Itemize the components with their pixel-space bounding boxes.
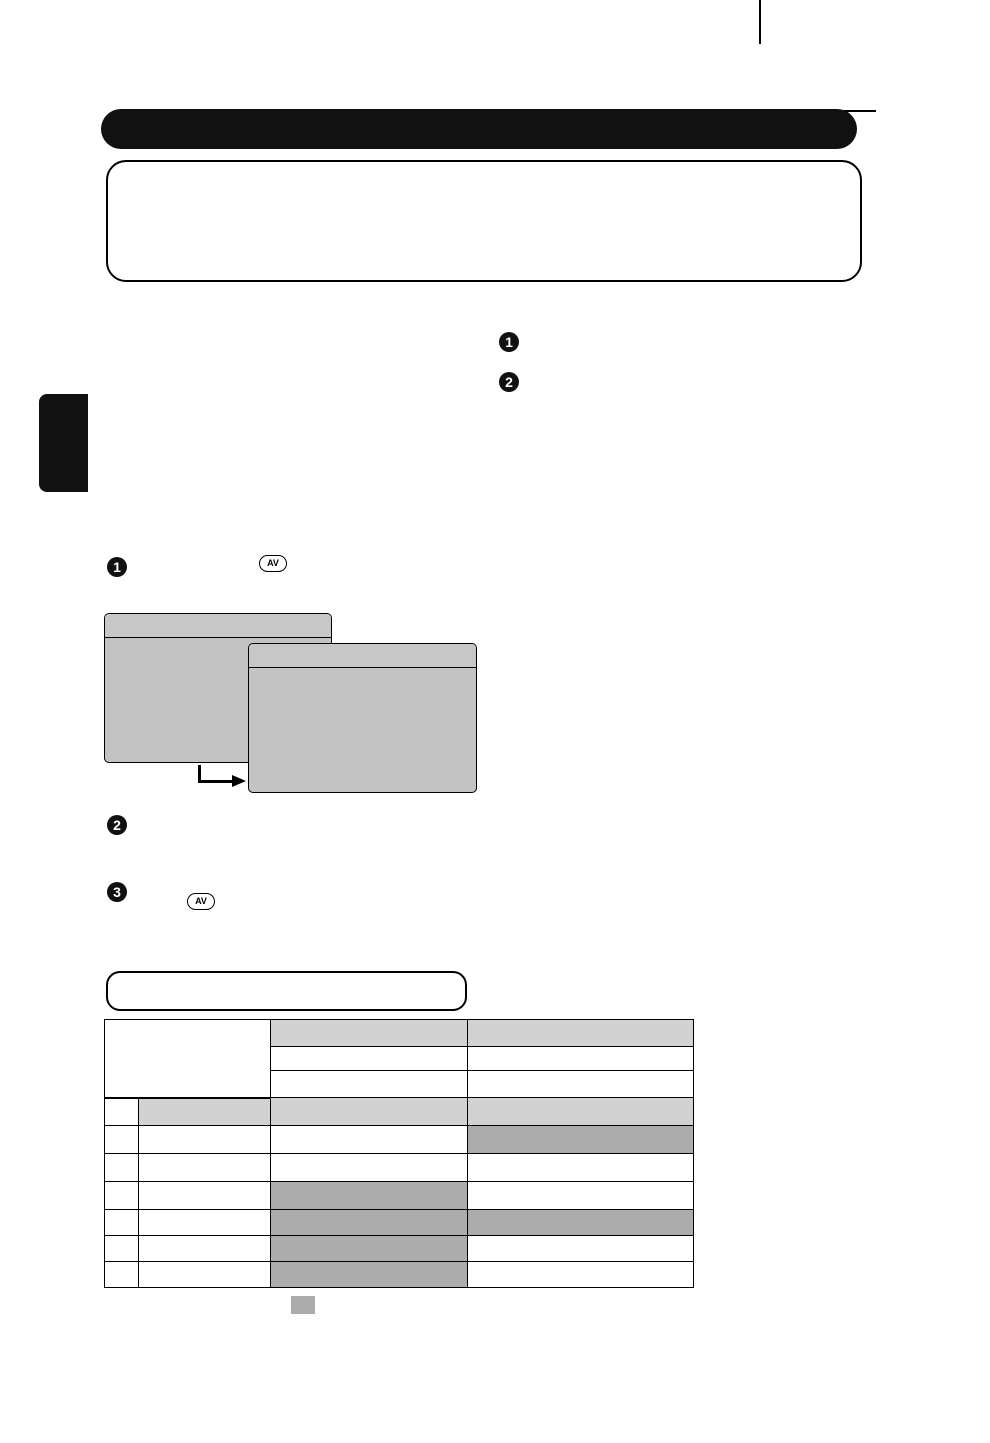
language-side-tab [39, 394, 88, 492]
table-cell [271, 1071, 468, 1098]
arrow-right-icon [232, 775, 246, 787]
legend-swatch [291, 1296, 315, 1314]
table-cell [271, 1210, 468, 1236]
table-cell [271, 1126, 468, 1154]
table-cell [105, 1182, 139, 1210]
step-number-2-right: 2 [499, 372, 519, 392]
table-cell [271, 1047, 468, 1071]
compatibility-table [104, 1019, 694, 1288]
table-cell [139, 1210, 271, 1236]
table-cell [468, 1126, 694, 1154]
table-cell [139, 1262, 271, 1288]
table-cell [468, 1262, 694, 1288]
table-cell [105, 1154, 139, 1182]
table-title-box [106, 971, 467, 1011]
table-cell [468, 1182, 694, 1210]
row-header [271, 1098, 468, 1126]
table-row [105, 1154, 694, 1182]
menu-header [249, 644, 476, 668]
table-cell [105, 1236, 139, 1262]
table-row [105, 1262, 694, 1288]
column-header [468, 1020, 694, 1047]
table-row [105, 1126, 694, 1154]
table-cell [271, 1182, 468, 1210]
menu-header [105, 614, 331, 638]
av-button-icon: AV [187, 893, 215, 910]
row-header [139, 1098, 271, 1126]
table-row [105, 1182, 694, 1210]
intro-box [106, 160, 862, 282]
step-number-3: 3 [107, 882, 127, 902]
submenu-illustration [248, 643, 477, 793]
table-cell [105, 1210, 139, 1236]
table-cell [271, 1262, 468, 1288]
table-cell [139, 1126, 271, 1154]
step-number-1: 1 [107, 557, 127, 577]
crop-mark-vertical [759, 0, 761, 44]
section-title-bar [101, 109, 857, 149]
table-row [105, 1210, 694, 1236]
table-cell [105, 1262, 139, 1288]
column-header [271, 1020, 468, 1047]
table-cell [468, 1236, 694, 1262]
table-cell [271, 1154, 468, 1182]
table-cell [271, 1236, 468, 1262]
av-button-icon: AV [259, 555, 287, 572]
table-cell [139, 1236, 271, 1262]
table-cell [139, 1154, 271, 1182]
step-number-1-right: 1 [499, 332, 519, 352]
step-number-2: 2 [107, 815, 127, 835]
table-cell [468, 1071, 694, 1098]
table-row [105, 1236, 694, 1262]
table-cell [468, 1210, 694, 1236]
table-cell [468, 1154, 694, 1182]
table-corner-cell [105, 1020, 271, 1098]
row-header-index [105, 1098, 139, 1126]
row-header [468, 1098, 694, 1126]
table-cell [139, 1182, 271, 1210]
arrow-line-horizontal [198, 780, 236, 783]
table-cell [468, 1047, 694, 1071]
table-cell [105, 1126, 139, 1154]
